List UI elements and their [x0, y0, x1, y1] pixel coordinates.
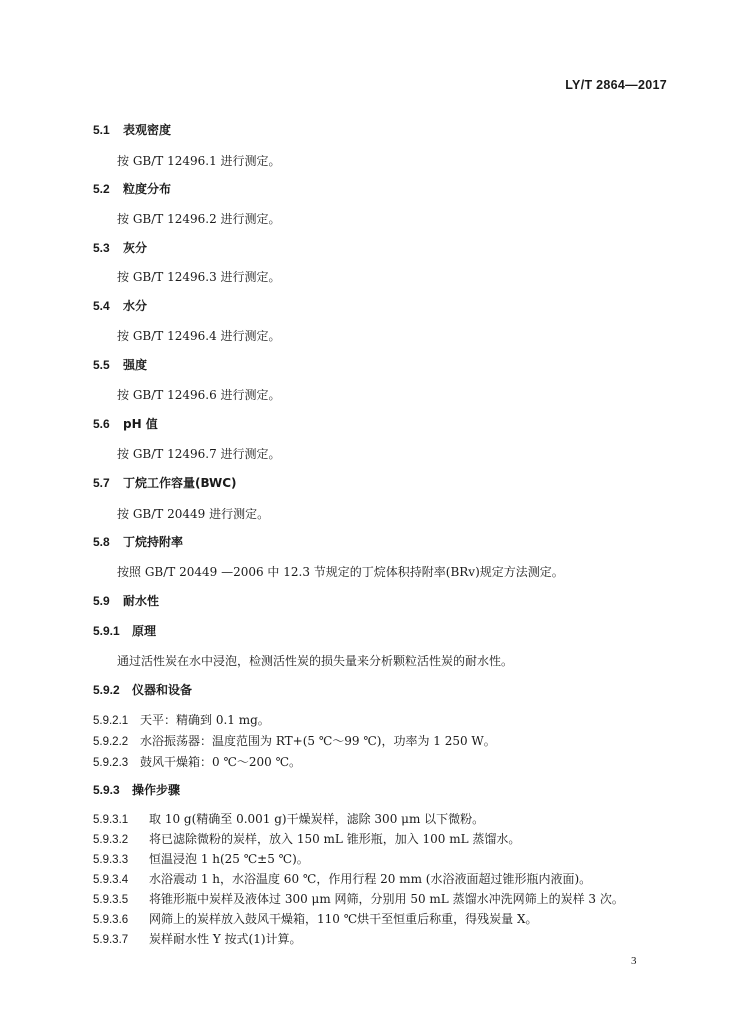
section-heading — [93, 297, 147, 314]
section-title: 强度 — [123, 358, 148, 372]
paragraph: 按 GB/T 12496.3 进行测定。 — [117, 270, 281, 284]
section-heading — [93, 239, 147, 256]
item-text: 水浴振荡器：温度范围为 RT+(5 ℃～99 ℃)，功率为 1 250 W。 — [140, 734, 496, 748]
list-item — [93, 850, 309, 867]
item-number: 5.9.2.2 — [93, 736, 129, 748]
item-number: 5.9.2.1 — [93, 715, 129, 727]
section-title: 丁烷持附率 — [123, 535, 184, 549]
section-number: 5.5 — [93, 358, 110, 372]
item-text: 天平：精确到 0.1 mg。 — [140, 713, 270, 727]
section-heading — [93, 356, 147, 373]
item-number: 5.9.2.3 — [93, 757, 129, 769]
item-text: 网筛上的炭样放入鼓风干燥箱，110 ℃烘干至恒重后称重，得残炭量 X。 — [149, 912, 538, 926]
section-number: 5.7 — [93, 476, 110, 490]
section-number: 5.2 — [93, 182, 110, 196]
paragraph: 按 GB/T 12496.2 进行测定。 — [117, 212, 281, 226]
paragraph: 按照 GB/T 20449 —2006 中 12.3 节规定的丁烷体积持附率(BRv)规定方法测定。 — [117, 565, 564, 579]
section-title: 操作步骤 — [132, 783, 181, 797]
section-number: 5.9 — [93, 594, 110, 608]
paragraph: 通过活性炭在水中浸泡，检测活性炭的损失量来分析颗粒活性炭的耐水性。 — [117, 654, 514, 668]
section-number: 5.3 — [93, 241, 110, 255]
section-title: pH 值 — [123, 417, 158, 431]
item-text: 取 10 g(精确至 0.001 g)干燥炭样，滤除 300 μm 以下微粉。 — [149, 812, 485, 826]
list-item — [93, 910, 538, 927]
list-item — [93, 810, 484, 827]
paragraph: 按 GB/T 12496.6 进行测定。 — [117, 388, 281, 402]
item-number: 5.9.3.2 — [93, 834, 129, 846]
section-title: 原理 — [132, 624, 157, 638]
section-title: 粒度分布 — [123, 182, 172, 196]
section-number: 5.9.2 — [93, 683, 120, 697]
section-heading — [93, 533, 183, 550]
paragraph: 按 GB/T 20449 进行测定。 — [117, 507, 270, 521]
section-title: 水分 — [123, 299, 148, 313]
paragraph: 按 GB/T 12496.4 进行测定。 — [117, 329, 281, 343]
list-item — [93, 830, 520, 847]
section-number: 5.4 — [93, 299, 110, 313]
item-number: 5.9.3.1 — [93, 814, 129, 826]
section-number: 5.1 — [93, 123, 110, 137]
section-title: 丁烷工作容量(BWC) — [123, 476, 237, 490]
subsection-heading — [93, 681, 192, 698]
subsection-heading — [93, 781, 180, 798]
subsection-heading — [93, 622, 156, 639]
item-number: 5.9.3.4 — [93, 874, 129, 886]
section-number: 5.9.1 — [93, 624, 120, 638]
item-text: 炭样耐水性 Y 按式(1)计算。 — [149, 932, 302, 946]
section-title: 仪器和设备 — [132, 683, 193, 697]
section-title: 表观密度 — [123, 123, 172, 137]
section-heading — [93, 592, 159, 609]
item-number: 5.9.3.3 — [93, 854, 129, 866]
section-title: 灰分 — [123, 241, 148, 255]
list-item — [93, 753, 301, 770]
standard-code: LY/T 2864—2017 — [565, 78, 667, 92]
item-text: 恒温浸泡 1 h(25 ℃±5 ℃)。 — [149, 852, 309, 866]
item-text: 水浴震动 1 h，水浴温度 60 ℃，作用行程 20 mm (水浴液面超过锥形瓶内液面)。 — [149, 872, 592, 886]
item-text: 鼓风干燥箱：0 ℃～200 ℃。 — [140, 755, 302, 769]
paragraph: 按 GB/T 12496.1 进行测定。 — [117, 154, 281, 168]
section-heading — [93, 415, 158, 432]
item-text: 将已滤除微粉的炭样，放入 150 mL 锥形瓶，加入 100 mL 蒸馏水。 — [149, 832, 521, 846]
section-heading — [93, 121, 171, 138]
list-item — [93, 870, 591, 887]
section-heading — [93, 474, 237, 491]
section-title: 耐水性 — [123, 594, 160, 608]
list-item — [93, 732, 496, 749]
section-number: 5.6 — [93, 417, 110, 431]
item-number: 5.9.3.7 — [93, 934, 129, 946]
page-number: 3 — [631, 955, 637, 967]
section-number: 5.8 — [93, 535, 110, 549]
section-number: 5.9.3 — [93, 783, 120, 797]
item-number: 5.9.3.5 — [93, 894, 129, 906]
section-heading — [93, 180, 171, 197]
item-text: 将锥形瓶中炭样及液体过 300 μm 网筛，分别用 50 mL 蒸馏水冲洗网筛上的炭样 3 次。 — [149, 892, 624, 906]
paragraph: 按 GB/T 12496.7 进行测定。 — [117, 447, 281, 461]
item-number: 5.9.3.6 — [93, 914, 129, 926]
list-item — [93, 890, 624, 907]
list-item — [93, 711, 270, 728]
list-item — [93, 930, 302, 947]
